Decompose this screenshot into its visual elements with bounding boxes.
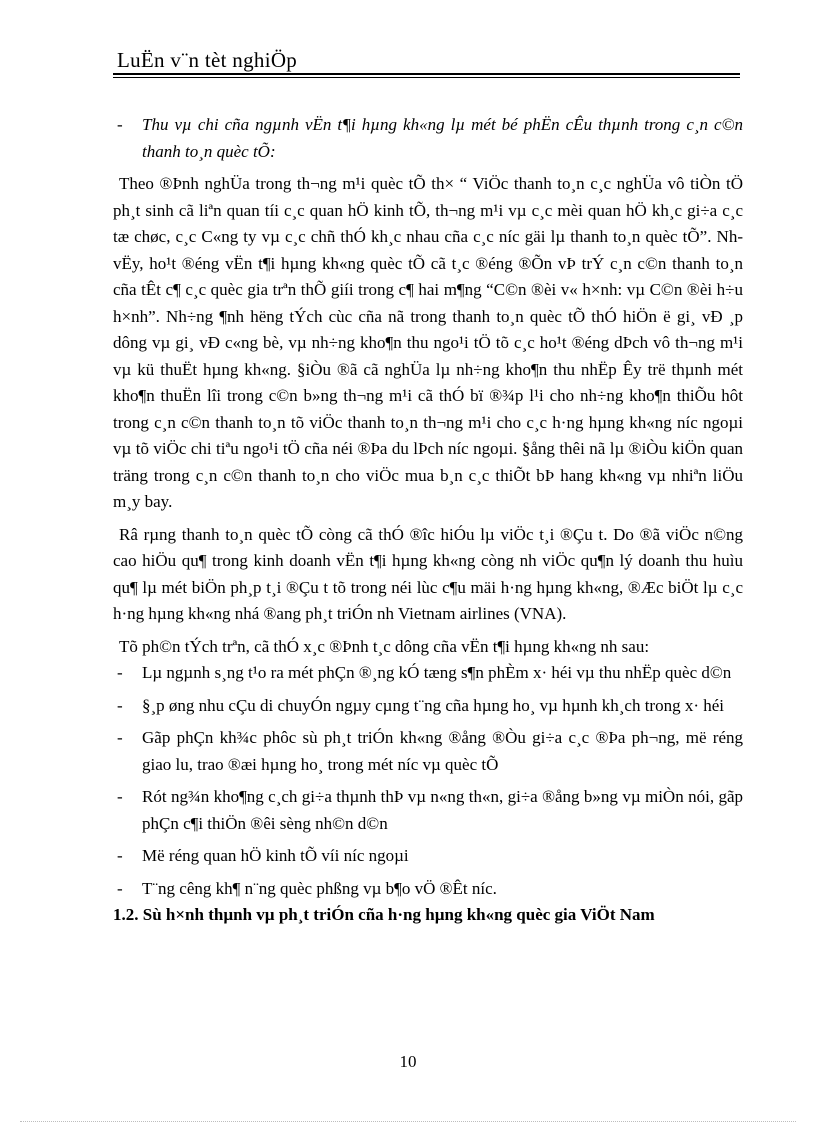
section-heading: 1.2. Sù h×nh thµnh vµ ph¸t triÓn cña h·ng hµng kh«ng quèc gia ViÖt Nam — [113, 905, 655, 924]
header-rule-thin — [113, 77, 740, 78]
bullet-dash: - — [117, 728, 123, 747]
list-item — [113, 784, 743, 837]
list-item — [113, 660, 743, 687]
list-item — [113, 843, 743, 870]
header-rule-thick — [113, 73, 740, 75]
page-bottom-dotted-line — [20, 1121, 796, 1122]
bullet-dash: - — [117, 878, 123, 898]
bullet-dash: - — [117, 115, 123, 134]
intro-bullet-text: Thu vµ chi cña ngµnh vËn t¶i hµng kh«ng lµ mét bé phËn cÊu thµnh trong c¸n c©n thanh to¸n quèc tÕ: — [142, 115, 743, 161]
list-item-text: T¨ng cêng kh¶ n¨ng quèc phßng vµ b¶o vÖ ®Êt níc. — [142, 878, 497, 898]
list-item-text: §¸p øng nhu cÇu di chuyÓn ngµy cµng t¨ng cña hµng ho¸ vµ hµnh kh¸ch trong x· héi — [142, 695, 725, 715]
list-item — [113, 876, 743, 903]
intro-bullet — [113, 112, 743, 165]
bullet-dash: - — [117, 695, 123, 715]
body-content — [113, 112, 743, 929]
paragraph-summary-intro: Tõ ph©n tÝch trªn, cã thÓ x¸c ®Þnh t¸c dông cña vËn t¶i hµng kh«ng nh sau: — [119, 636, 650, 656]
paragraph-definition: Theo ®Þnh nghÜa trong th¬ng m¹i quèc tÕ th× “ ViÖc thanh to¸n c¸c nghÜa vô tiÒn tÖ ph¸t sinh cã liªn quan tíi c¸c quan hÖ kinh tÕ, th¬ng m¹i vµ c¸c mèi quan hÖ kh¸c gi÷a c¸c tæ chøc, c¸c C«ng ty vµ c¸c chñ thÓ kh¸c nhau cña c¸c níc gäi lµ thanh to¸n quèc tÕ”. Nh vËy, ho¹t ®éng vËn t¶i hµng kh«ng quèc tÕ cã t¸c ®éng ®Õn vÞ trÝ c¸n c©n thanh to¸n cña tÊt c¶ c¸c quèc gia trªn thÕ giíi trong c¶ hai m¶ng “C©n ®èi v« h×nh: vµ C©n ®èi h÷u h×nh”. Nh÷ng ¶nh hëng tÝch cùc cña nã trong thanh to¸n quèc tÕ thÓ hiÖn ë gi¸ vÐ ¸p dông vµ gi¸ vÐ c«ng bè, vµ nh÷ng kho¶n thu ngo¹i tÖ tõ c¸c ho¹t ®éng dÞch vô th¬ng m¹i vµ kü thuËt hµng kh«ng. §iÒu ®ã cã nghÜa lµ nh÷ng kho¶n thu nhËp Êy trë thµnh mét kho¶n thuËn lîi trong c©n b»ng th¬ng m¹i cã thÓ bï ®¾p l¹i cho nh÷ng kho¶n thiÕu hôt trong c¸n c©n thanh to¸n tõ viÖc thanh to¸n th¬ng m¹i cho c¸c h·ng hµng kh«ng níc ngoµi vµ tõ viÖc chi tiªu ngo¹i tÖ cña néi ®Þa du lÞch níc ngoµi. §ång thêi nã lµ ®iÒu kiÖn quan träng trong c¸n c©n thanh to¸n cho viÖc mua b¸n c¸c thiÕt bÞ hang kh«ng vµ nhiªn liÖu m¸y bay. — [113, 174, 743, 511]
list-item — [113, 725, 743, 778]
paragraph-reinvestment: Râ rµng thanh to¸n quèc tÕ còng cã thÓ ®îc hiÓu lµ viÖc t¸i ®Çu t. Do ®ã viÖc n©ng cao hiÖu qu¶ trong kinh doanh vËn t¶i hµng kh«ng còng nh viÖc qu¶n lý doanh thu huìu qu¶ lµ mét biÖn ph¸p t¸i ®Çu t tõ trong néi lùc c¶u mäi h·ng hµng kh«ng, ®Æc biÖt lµ c¸c h·ng hµng kh«ng nhá ®ang ph¸t triÓn nh Vietnam airlines (VNA). — [113, 524, 743, 623]
bullet-dash: - — [117, 663, 123, 682]
running-header-title: LuËn v¨n tèt nghiÖp — [117, 48, 298, 72]
list-item-text: Gãp phÇn kh¾c phôc sù ph¸t triÓn kh«ng ®ång ®Òu gi÷a c¸c ®Þa ph¬ng, më réng giao lu, trao ®æi hµng ho¸ trong mét níc vµ quèc tÕ — [142, 728, 743, 774]
list-item — [113, 693, 743, 720]
list-item-text: Më réng quan hÖ kinh tÕ víi níc ngoµi — [142, 846, 409, 865]
bullet-dash: - — [117, 846, 123, 865]
list-item-text: Rót ng¾n kho¶ng c¸ch gi÷a thµnh thÞ vµ n«ng th«n, gi÷a ®ång b»ng vµ miÒn nói, gãp phÇn c¶i thiÖn ®êi sèng nh©n d©n — [142, 787, 743, 833]
page-number: 10 — [399, 1052, 417, 1071]
list-item-text: Lµ ngµnh s¸ng t¹o ra mét phÇn ®¸ng kÓ tæng s¶n phÈm x· héi vµ thu nhËp quèc d©n — [142, 663, 732, 682]
bullet-dash: - — [117, 787, 123, 806]
